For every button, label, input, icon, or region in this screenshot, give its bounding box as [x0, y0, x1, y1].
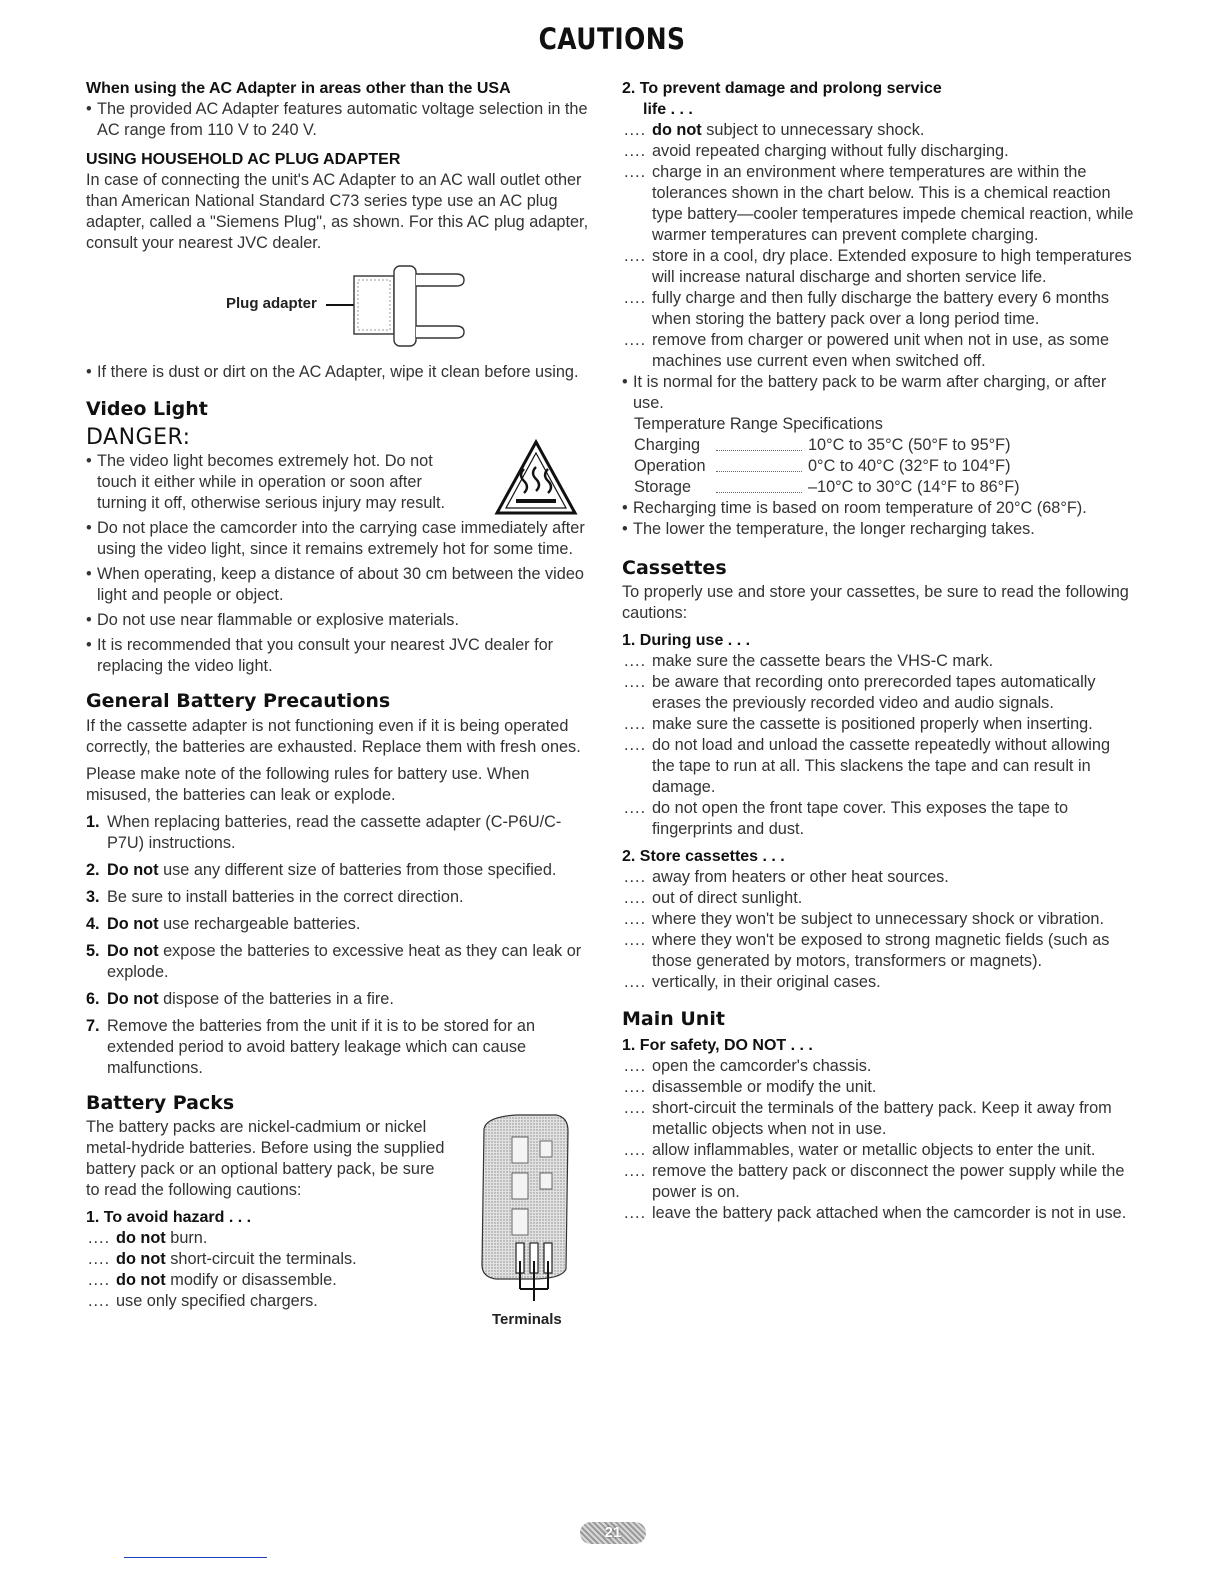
- battery-rule-item: [86, 887, 596, 908]
- danger-heading: DANGER:: [86, 425, 191, 450]
- page-number: 21: [580, 1522, 646, 1544]
- temperature-label: Operation: [634, 457, 706, 475]
- prevent-item: [622, 120, 1137, 141]
- hazard-item-emphasis: do not: [116, 1250, 166, 1268]
- prevent-damage-heading: 2. To prevent damage and prolong service: [622, 80, 942, 97]
- terminals-label: Terminals: [492, 1311, 562, 1328]
- temperature-row: [622, 435, 1137, 456]
- plug-adapter-text: In case of connecting the unit's AC Adapter to an AC wall outlet other than American National Standard C73 series type use an AC plug adapter, called a "Siemens Plug", as shown. For this AC plug adapter, consult your nearest JVC dealer.: [86, 171, 589, 252]
- battery-rule-item: [86, 860, 596, 881]
- temperature-leader: [716, 435, 802, 451]
- battery-rule-number: 3.: [86, 888, 100, 906]
- footer-line: [124, 1557, 267, 1558]
- battery-rule-item: [86, 941, 596, 983]
- battery-rule-text: When replacing batteries, read the cassette adapter (C-P6U/C-P7U) instructions.: [107, 813, 562, 852]
- temperature-leader: [716, 456, 802, 472]
- battery-rule-number: 6.: [86, 990, 100, 1008]
- during-use-list: [622, 651, 1137, 840]
- during-use-heading: 1. During use . . .: [622, 632, 751, 649]
- battery-packs-text: The battery packs are nickel-cadmium or nickel metal-hydride batteries. Before using the supplied battery pack or an optional battery pack, be sure to read the following cautions:: [86, 1118, 445, 1199]
- store-cassettes-list: [622, 867, 1137, 993]
- video-light-bullet-3: • When operating, keep a distance of about 30 cm between the video light and people or object.: [86, 564, 596, 606]
- page-title: CAUTIONS: [538, 22, 686, 56]
- store-cassettes-item: .... out of direct sunlight.: [622, 888, 1137, 909]
- temperature-leader: [716, 477, 802, 493]
- prevent-item-text: fully charge and then fully discharge the battery every 6 months when storing the battery pack over a long period time.: [652, 289, 1110, 328]
- prevent-item-emphasis: do not: [652, 121, 702, 139]
- battery-rule-number: 1.: [86, 813, 100, 831]
- lower-temp-bullet: • The lower the temperature, the longer recharging takes.: [622, 519, 1137, 540]
- temperature-heading: Temperature Range Specifications: [634, 415, 883, 433]
- avoid-hazard-heading: 1. To avoid hazard . . .: [86, 1209, 252, 1226]
- hazard-item-emphasis: do not: [116, 1229, 166, 1247]
- prevent-damage-list: [622, 120, 1137, 372]
- battery-rule-item: [86, 1016, 596, 1079]
- battery-rule-number: 4.: [86, 915, 100, 933]
- battery-rule-text: use any different size of batteries from those specified.: [158, 861, 557, 879]
- battery-rule-number: 7.: [86, 1017, 100, 1035]
- general-battery-heading: General Battery Precautions: [86, 690, 391, 712]
- during-use-item: .... make sure the cassette bears the VHS-C mark.: [622, 651, 1137, 672]
- hazard-item-emphasis: do not: [116, 1271, 166, 1289]
- battery-rule-text: dispose of the batteries in a fire.: [158, 990, 394, 1008]
- plug-adapter-icon: [326, 262, 476, 354]
- hazard-item-text: short-circuit the terminals.: [165, 1250, 357, 1268]
- main-unit-item: .... short-circuit the terminals of the battery pack. Keep it away from metallic objects when not in use.: [622, 1098, 1137, 1140]
- prevent-item: [622, 162, 1137, 246]
- battery-packs-heading: Battery Packs: [86, 1092, 235, 1114]
- hazard-item-text: burn.: [165, 1229, 208, 1247]
- main-unit-item: .... allow inflammables, water or metallic objects to enter the unit.: [622, 1140, 1137, 1161]
- prevent-item-text: charge in an environment where temperatures are within the tolerances shown in the chart below. This is a chemical reaction type battery—cooler temperatures impede chemical reaction, while warmer temperatures can prevent complete charging.: [652, 163, 1134, 244]
- store-cassettes-heading: 2. Store cassettes . . .: [622, 848, 785, 865]
- prevent-item-text: subject to unnecessary shock.: [701, 121, 925, 139]
- battery-rule-text: Be sure to install batteries in the correct direction.: [107, 888, 464, 906]
- video-light-bullet-5: • It is recommended that you consult your nearest JVC dealer for replacing the video light.: [86, 635, 596, 677]
- battery-pack-icon: [476, 1111, 576, 1311]
- prevent-item: [622, 141, 1137, 162]
- store-cassettes-item: .... where they won't be subject to unnecessary shock or vibration.: [622, 909, 1137, 930]
- battery-packs-section: [86, 1117, 596, 1328]
- battery-rule-text: expose the batteries to excessive heat as they can leak or explode.: [107, 942, 582, 981]
- main-unit-item: .... leave the battery pack attached when the camcorder is not in use.: [622, 1203, 1137, 1224]
- store-cassettes-item: .... vertically, in their original cases.: [622, 972, 1137, 993]
- prevent-item: [622, 330, 1137, 372]
- prevent-item-text: avoid repeated charging without fully discharging.: [652, 142, 1009, 160]
- cassettes-heading: Cassettes: [622, 557, 727, 579]
- during-use-item: .... do not load and unload the cassette repeatedly without allowing the tape to run at all. This slackens the tape and can result in damage.: [622, 735, 1137, 798]
- store-cassettes-item: .... where they won't be exposed to strong magnetic fields (such as those generated by motors, transformers or magnets).: [622, 930, 1137, 972]
- during-use-item: .... make sure the cassette is positioned properly when inserting.: [622, 714, 1137, 735]
- general-battery-p1: If the cassette adapter is not functioning even if it is being operated correctly, the batteries are exhausted. Replace them with fresh ones.: [86, 717, 581, 756]
- right-column: [622, 78, 1137, 1224]
- ac-voltage-bullet: • The provided AC Adapter features automatic voltage selection in the AC range from 110 V to 240 V.: [86, 99, 596, 141]
- hazard-item-text: modify or disassemble.: [165, 1271, 337, 1289]
- main-unit-item: .... disassemble or modify the unit.: [622, 1077, 1137, 1098]
- battery-rule-item: [86, 812, 596, 854]
- main-unit-item: .... open the camcorder's chassis.: [622, 1056, 1137, 1077]
- plug-adapter-label: Plug adapter: [226, 295, 317, 312]
- plug-adapter-figure: [86, 254, 596, 362]
- temperature-value: 10°C to 35°C (50°F to 95°F): [808, 436, 1011, 454]
- temperature-value: 0°C to 40°C (32°F to 104°F): [808, 457, 1011, 475]
- prevent-item: [622, 288, 1137, 330]
- prevent-item-text: store in a cool, dry place. Extended exposure to high temperatures will increase natural discharge and shorten service life.: [652, 247, 1132, 286]
- hazard-item-text: use only specified chargers.: [116, 1292, 318, 1310]
- battery-rule-number: 2.: [86, 861, 100, 879]
- temperature-label: Charging: [634, 436, 701, 454]
- battery-rule-item: [86, 914, 596, 935]
- plug-adapter-heading: USING HOUSEHOLD AC PLUG ADAPTER: [86, 151, 401, 168]
- prevent-item: [622, 246, 1137, 288]
- video-light-bullet-4: • Do not use near flammable or explosive materials.: [86, 610, 596, 631]
- prevent-item-text: remove from charger or powered unit when not in use, as some machines use current even when switched off.: [652, 331, 1110, 370]
- battery-rules-list: [86, 812, 596, 1079]
- video-light-heading: Video Light: [86, 398, 208, 420]
- battery-rule-emphasis: Do not: [107, 990, 159, 1008]
- recharge-bullet: • Recharging time is based on room temperature of 20°C (68°F).: [622, 498, 1137, 519]
- warm-bullet: • It is normal for the battery pack to be warm after charging, or after use.: [622, 372, 1137, 414]
- ac-adapter-heading: When using the AC Adapter in areas other than the USA: [86, 80, 511, 97]
- battery-rule-emphasis: Do not: [107, 942, 159, 960]
- battery-rule-emphasis: Do not: [107, 861, 159, 879]
- battery-rule-item: [86, 989, 596, 1010]
- dust-bullet: • If there is dust or dirt on the AC Adapter, wipe it clean before using.: [86, 362, 596, 383]
- temperature-table: [622, 435, 1137, 498]
- video-light-bullet-1: • The video light becomes extremely hot. Do not touch it either while in operation or soon after turning it off, otherwise serious injury may result.: [86, 451, 457, 514]
- battery-rule-number: 5.: [86, 942, 100, 960]
- prevent-damage-heading-line2: life . . .: [643, 101, 693, 118]
- during-use-item: .... be aware that recording onto prerecorded tapes automatically erases the previously recorded video and audio signals.: [622, 672, 1137, 714]
- battery-rule-text: Remove the batteries from the unit if it is to be stored for an extended period to avoid battery leakage which can cause malfunctions.: [107, 1017, 536, 1077]
- main-unit-list: [622, 1056, 1137, 1224]
- video-light-bullets: [86, 451, 596, 677]
- main-unit-heading: Main Unit: [622, 1008, 725, 1030]
- general-battery-p2: Please make note of the following rules for battery use. When misused, the batteries can leak or explode.: [86, 765, 530, 804]
- during-use-item: .... do not open the front tape cover. This exposes the tape to fingerprints and dust.: [622, 798, 1137, 840]
- video-light-bullet-2: • Do not place the camcorder into the carrying case immediately after using the video light, since it remains extremely hot for some time.: [86, 518, 596, 560]
- battery-rule-text: use rechargeable batteries.: [158, 915, 361, 933]
- hot-surface-warning-icon: [494, 439, 578, 517]
- main-unit-item: .... remove the battery pack or disconnect the power supply while the power is on.: [622, 1161, 1137, 1203]
- temperature-label: Storage: [634, 478, 692, 496]
- temperature-row: [622, 477, 1137, 498]
- cassettes-intro: To properly use and store your cassettes, be sure to read the following cautions:: [622, 583, 1129, 622]
- temperature-value: –10°C to 30°C (14°F to 86°F): [808, 478, 1020, 496]
- left-column: [86, 78, 596, 1328]
- temperature-row: [622, 456, 1137, 477]
- battery-rule-emphasis: Do not: [107, 915, 159, 933]
- store-cassettes-item: .... away from heaters or other heat sources.: [622, 867, 1137, 888]
- for-safety-heading: 1. For safety, DO NOT . . .: [622, 1037, 813, 1054]
